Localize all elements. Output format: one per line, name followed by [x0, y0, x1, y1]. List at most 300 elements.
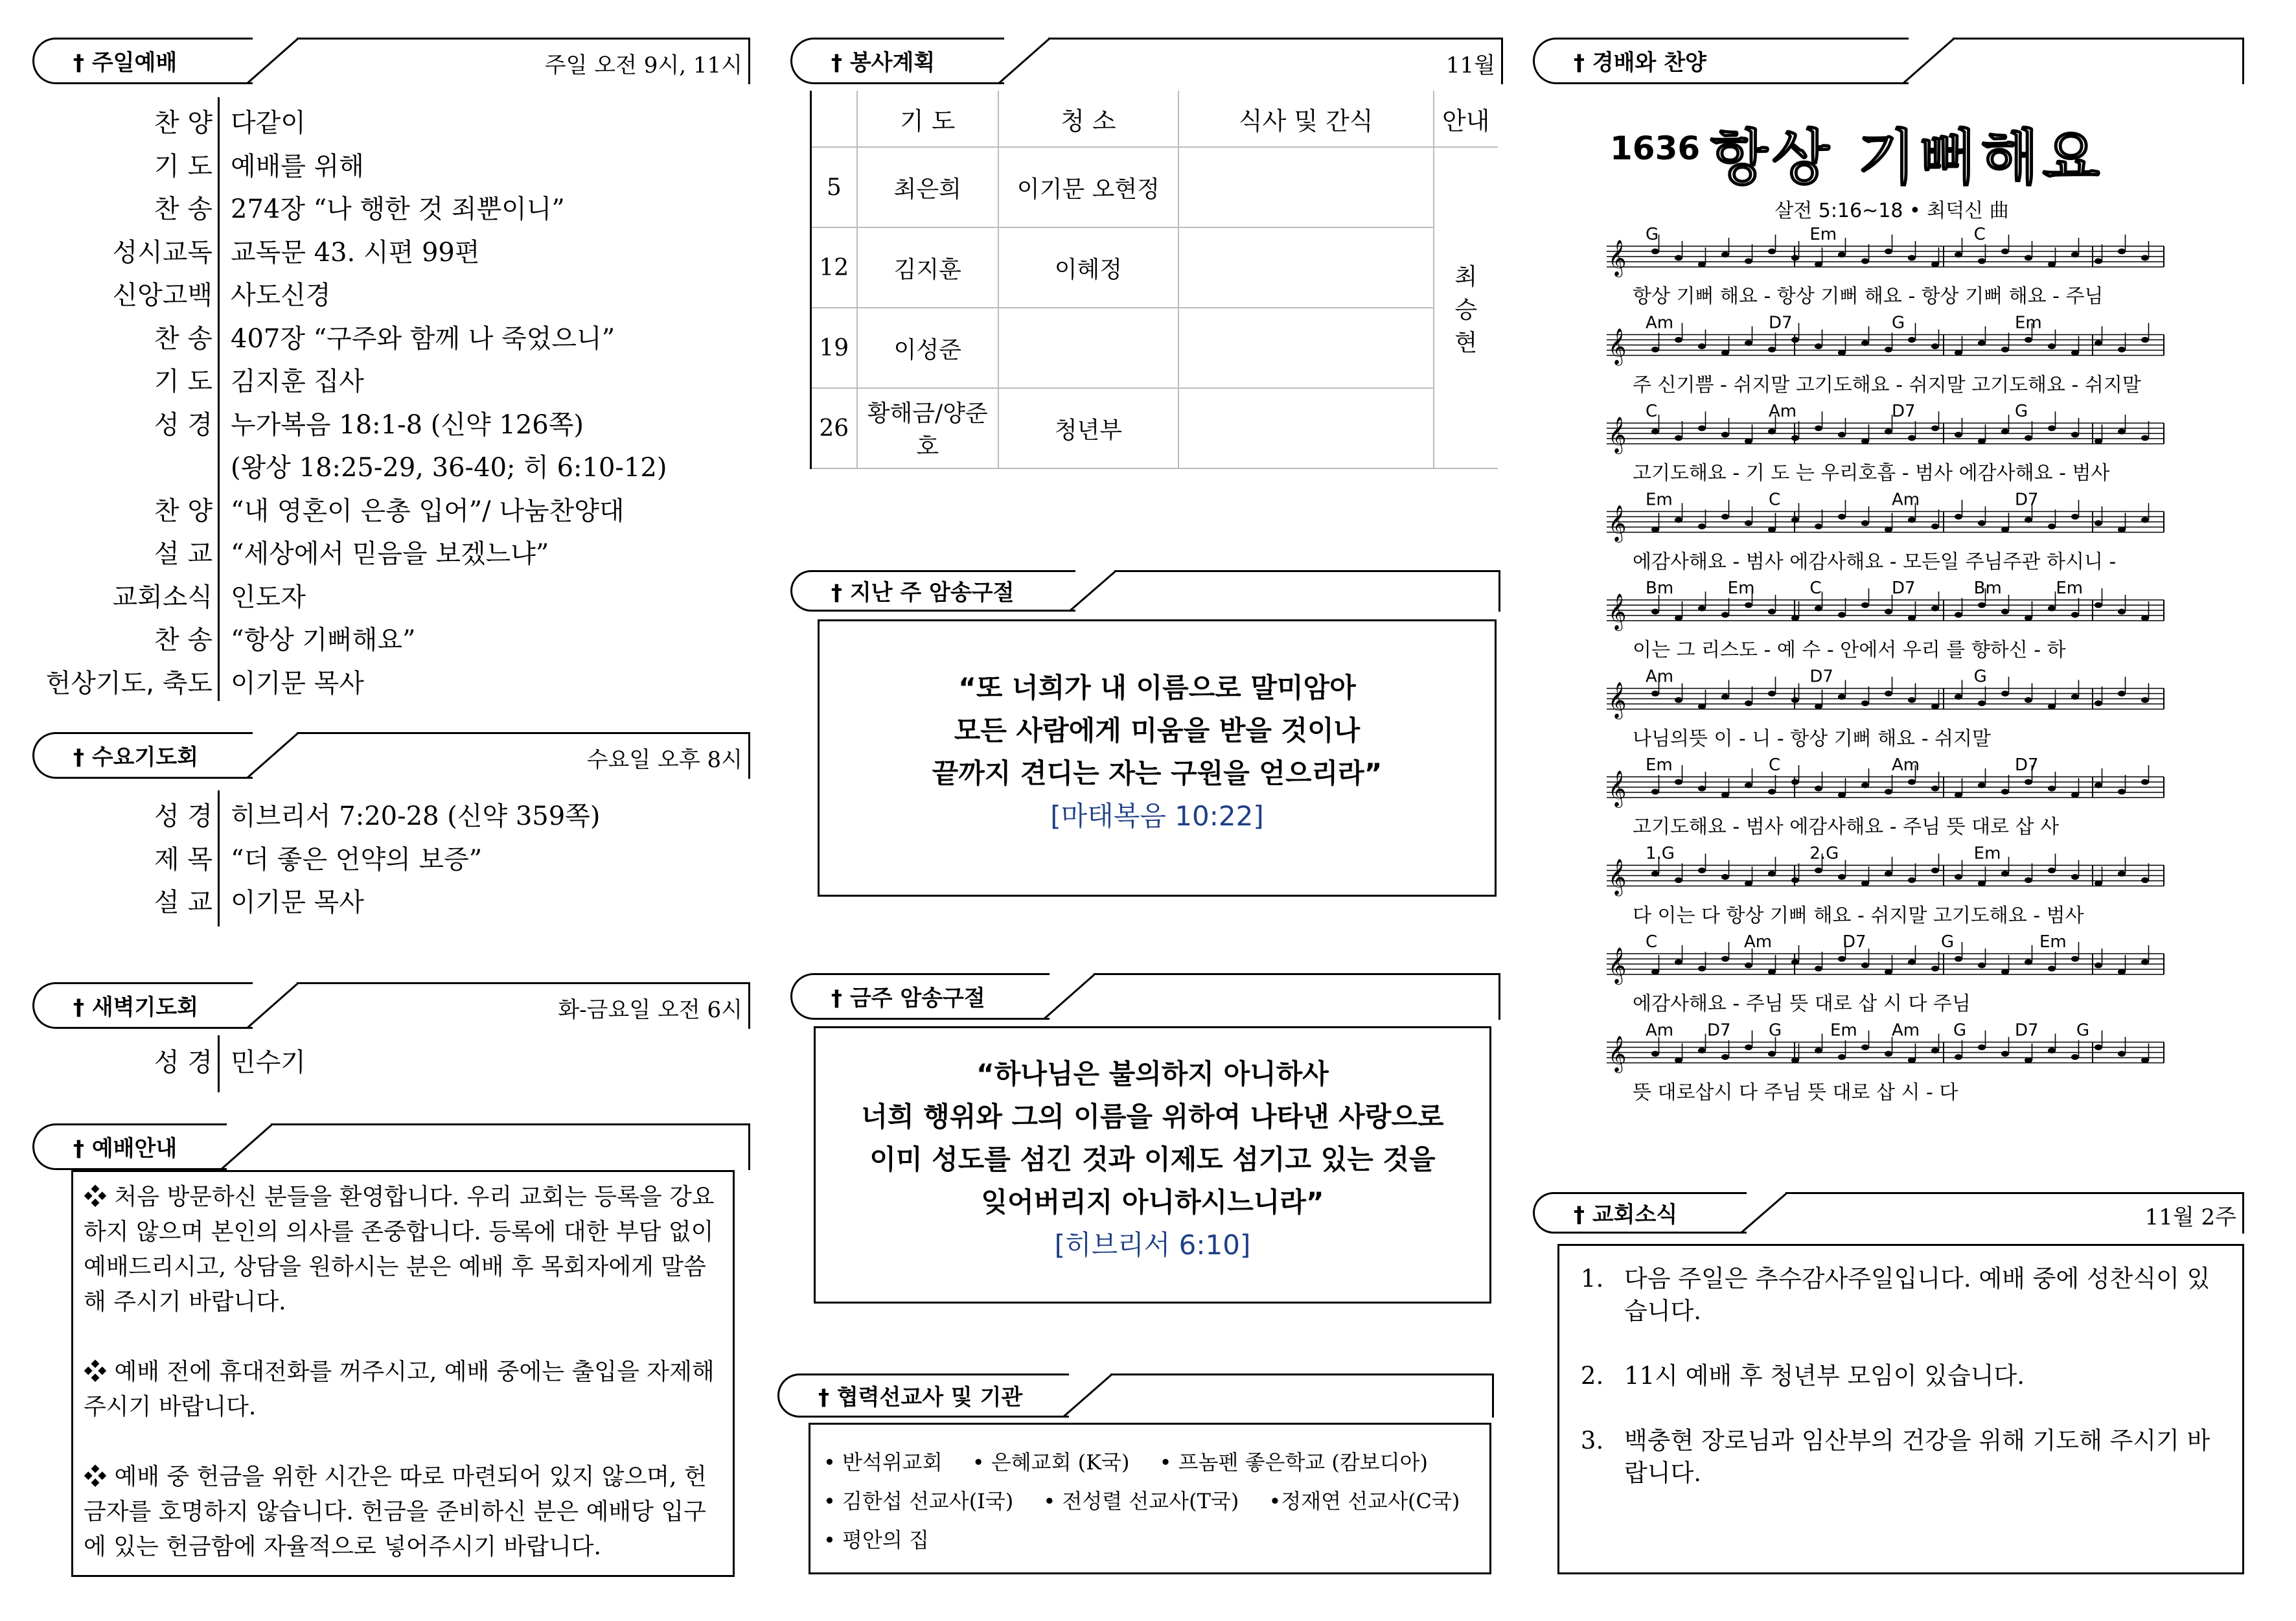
note-head [1861, 1044, 1869, 1050]
note-head [1838, 694, 1846, 700]
mission-entry: • 전성렬 선교사(T국) [1043, 1489, 1239, 1513]
header-divider [246, 38, 298, 84]
order-label: 헌상기도, 축도 [45, 668, 212, 698]
note-head [1908, 517, 1916, 523]
note-head [1745, 1044, 1752, 1050]
note-head [1885, 969, 1892, 975]
note-head [1675, 1057, 1682, 1063]
note-head [2048, 426, 2056, 431]
section-header [32, 732, 750, 779]
note-head [2025, 697, 2032, 703]
order-row [0, 356, 764, 398]
note-head [1908, 779, 1916, 785]
note-head [1651, 249, 1659, 255]
verse-line: 이미 성도를 섬긴 것과 이제도 섬기고 있는 것을 [869, 1144, 1436, 1175]
note-head [1675, 337, 1682, 343]
note-head [1838, 956, 1846, 962]
lyric-line: 고기도해요 - 기 도 는 우리호흡 - 범사 에감사해요 - 범사 [1633, 462, 2110, 485]
chord-label: Em [1809, 225, 1837, 244]
note-head [1838, 612, 1846, 618]
note-head [1931, 343, 1939, 349]
chord-label: Em [1727, 579, 1755, 598]
order-label: 성 경 [154, 409, 212, 440]
order-value: 사도신경 [231, 281, 331, 310]
date-cell: 5 [811, 147, 857, 227]
note-head [1885, 609, 1892, 615]
chord-label: D7 [1843, 932, 1866, 952]
note-head [2071, 432, 2079, 438]
lyric-line: 항상 기뻐 해요 - 항상 기뻐 해요 - 항상 기뻐 해요 - 주님 [1633, 285, 2104, 308]
note-head [1885, 691, 1892, 696]
note-head [1931, 1048, 1939, 1053]
chord-label: Am [1892, 1020, 1920, 1040]
chord-label: D7 [2015, 1020, 2039, 1040]
note-head [2048, 343, 2056, 349]
note-head [1908, 615, 1916, 621]
chord-label: G [2015, 402, 2028, 421]
section-title: † 봉사계획 [790, 38, 1004, 84]
chord-label: Em [2056, 579, 2084, 598]
note-head [2001, 249, 2009, 255]
note-head [1651, 871, 1659, 877]
treble-clef-icon: 𝄞 [1608, 328, 1627, 365]
note-head [1651, 691, 1659, 696]
note-head [1745, 520, 1752, 526]
meal-cell [1178, 147, 1434, 227]
order-row [0, 442, 764, 485]
missions-line [823, 1521, 1489, 1559]
chord-label: D7 [1769, 313, 1793, 333]
order-value: 이기문 목사 [231, 668, 364, 698]
note-head [1861, 259, 1869, 264]
section-header [777, 1374, 1494, 1418]
section-title: † 금주 암송구절 [790, 973, 1050, 1020]
note-head [2001, 347, 2009, 352]
note-head [2141, 255, 2149, 261]
treble-clef-icon: 𝄞 [1608, 858, 1627, 895]
note-head [2048, 606, 2056, 612]
note-head [1745, 963, 1752, 969]
note-head [1651, 609, 1659, 615]
section-title: † 새벽기도회 [32, 982, 253, 1029]
note-head [2071, 252, 2079, 258]
note-head [1698, 523, 1706, 529]
note-head [1768, 1051, 1776, 1057]
order-row [0, 97, 764, 140]
note-head [2001, 527, 2009, 533]
note-head [2095, 700, 2102, 706]
worship-guide-box [71, 1170, 735, 1577]
note-head [1675, 615, 1682, 621]
cleaning-cell: 이기문 오현정 [998, 147, 1178, 227]
chord-label: G [1646, 225, 1659, 244]
note-head [1885, 871, 1892, 877]
guide-cell [1434, 147, 1498, 468]
verse-line: 끝까지 견디는 자는 구원을 얻으리라” [932, 757, 1383, 789]
section-title: † 교회소식 [1533, 1192, 1747, 1234]
lyric-line: 뜻 대로삽시 다 주님 뜻 대로 삽 시 - 다 [1633, 1081, 1958, 1104]
note-head [1885, 249, 1892, 255]
section-title: † 협력선교사 및 기관 [777, 1374, 1069, 1418]
header-rule [271, 1123, 750, 1170]
header-rule [1953, 38, 2244, 84]
note-head [2095, 340, 2102, 346]
note-head [2001, 871, 2009, 877]
note-head [1675, 960, 1682, 965]
order-label: 설 교 [154, 888, 212, 917]
service-time: 화-금요일 오전 6시 [558, 997, 742, 1023]
note-head [1815, 966, 1822, 972]
note-head [1885, 789, 1892, 795]
chord-label: Em [1830, 1020, 1857, 1040]
missions-line [823, 1482, 1489, 1521]
order-value: 김지훈 집사 [231, 367, 364, 397]
note-head [2001, 609, 2009, 615]
order-row [0, 658, 764, 700]
order-value: 민수기 [231, 1048, 306, 1077]
note-head [1651, 789, 1659, 795]
note-head [2048, 704, 2056, 709]
note-head [1651, 527, 1659, 533]
missions-line [823, 1443, 1489, 1482]
note-head [1698, 704, 1706, 709]
note-head [1885, 429, 1892, 435]
note-head [1955, 612, 1962, 618]
note-head [1885, 347, 1892, 352]
note-head [1931, 868, 1939, 873]
column-header: 청 소 [998, 91, 1178, 147]
note-head [1861, 963, 1869, 969]
chord-label: C [1769, 755, 1781, 775]
lyric-line: 주 신기쁨 - 쉬지말 고기도해요 - 쉬지말 고기도해요 - 쉬지말 [1633, 373, 2141, 397]
section-header [790, 973, 1500, 1020]
order-row [0, 227, 764, 270]
chord-label: C [1809, 579, 1822, 598]
prayer-cell: 김지훈 [857, 227, 998, 308]
note-head [1768, 789, 1776, 795]
note-head [1978, 700, 1986, 706]
note-head [1675, 877, 1682, 883]
cleaning-cell [998, 308, 1178, 388]
note-head [1931, 786, 1939, 792]
note-head [1745, 603, 1752, 608]
order-row [0, 1037, 764, 1079]
note-head [1838, 350, 1846, 356]
chord-label: Am [1892, 490, 1920, 510]
order-value: (왕상 18:25-29, 36-40; 히 6:10-12) [231, 453, 667, 483]
note-head [1721, 1054, 1729, 1060]
column-header: 기 도 [857, 91, 998, 147]
order-value: 누가복음 18:1-8 (신약 126쪽) [231, 409, 584, 440]
chord-label: 2.G [1809, 844, 1839, 864]
last-week-verse-box [818, 619, 1497, 897]
column-header [811, 91, 857, 147]
order-label: 성 경 [154, 1048, 212, 1077]
note-head [2118, 249, 2126, 255]
news-item: 3. 백충현 장로님과 임산부의 건강을 위해 기도해 주시기 바랍니다. [1611, 1425, 2229, 1489]
note-head [1815, 606, 1822, 612]
note-head [1908, 697, 1916, 703]
order-row [0, 313, 764, 356]
verse-line: 모든 사람에게 미움을 받을 것이나 [954, 715, 1360, 746]
note-head [1768, 347, 1776, 352]
lyric-line: 고기도해요 - 범사 에감사해요 - 주님 뜻 대로 삽 사 [1633, 816, 2060, 838]
chord-label: G [1941, 932, 1955, 952]
news-list [1559, 1246, 2242, 1489]
note-head [2141, 697, 2149, 703]
note-head [1978, 520, 1986, 526]
note-head [2141, 615, 2149, 621]
order-value: “더 좋은 언약의 보증” [231, 844, 483, 875]
table-row [811, 308, 1498, 388]
chord-label: D7 [1809, 667, 1833, 687]
note-head [1698, 606, 1706, 612]
order-row [0, 485, 764, 528]
note-head [1745, 259, 1752, 264]
chord-label: Bm [1973, 579, 2002, 598]
note-head [1768, 871, 1776, 877]
note-head [1768, 691, 1776, 696]
note-head [2118, 789, 2126, 795]
note-head [1908, 960, 1916, 965]
note-head [2141, 337, 2149, 343]
note-head [2071, 350, 2079, 356]
note-head [1978, 783, 1986, 788]
note-head [1815, 868, 1822, 873]
note-head [1768, 969, 1776, 975]
order-row [0, 183, 764, 226]
note-head [1978, 880, 1986, 886]
note-head [2071, 874, 2079, 880]
order-value: “내 영혼이 은총 입어”/ 나눔찬양대 [231, 496, 625, 526]
note-head [2141, 960, 2149, 965]
note-head [1721, 514, 1729, 520]
note-head [2118, 1051, 2126, 1057]
note-head [1955, 956, 1962, 962]
note-head [1768, 249, 1776, 255]
note-head [1955, 514, 1962, 520]
note-head [2071, 1054, 2079, 1060]
note-head [1651, 429, 1659, 435]
note-head [1745, 340, 1752, 346]
note-head [1721, 350, 1729, 356]
note-head [1768, 527, 1776, 533]
note-head [1978, 963, 1986, 969]
chord-label: Em [1646, 755, 1673, 775]
note-head [2141, 435, 2149, 441]
section-header [32, 1123, 750, 1170]
cleaning-cell: 이혜정 [998, 227, 1178, 308]
note-head [1698, 343, 1706, 349]
guide-person-char: 승 [1454, 296, 1478, 323]
section-header [790, 38, 1503, 84]
note-head [2048, 786, 2056, 792]
section-title: † 수요기도회 [32, 732, 253, 779]
note-head [1815, 523, 1822, 529]
note-head [1815, 343, 1822, 349]
note-head [1745, 880, 1752, 886]
note-head [2118, 429, 2126, 435]
note-head [1815, 786, 1822, 792]
note-head [1721, 792, 1729, 798]
note-head [1675, 435, 1682, 441]
service-time: 주일 오전 9시, 11시 [544, 52, 742, 78]
chord-label: G [2076, 1020, 2090, 1040]
table-row [811, 227, 1498, 308]
note-head [1931, 606, 1939, 612]
note-head [1815, 704, 1822, 709]
header-rule [1094, 973, 1500, 1020]
guide-person-char: 최 [1454, 263, 1478, 290]
note-head [1955, 350, 1962, 356]
note-head [2001, 691, 2009, 696]
note-head [1745, 783, 1752, 788]
note-head [1721, 612, 1729, 618]
order-value: 274장 “나 행한 것 죄뿐이니” [231, 194, 565, 224]
chord-label: D7 [1892, 579, 1916, 598]
note-head [2118, 691, 2126, 696]
order-row [0, 141, 764, 183]
header-divider [1043, 973, 1095, 1020]
mission-entry: • 반석위교회 [823, 1450, 943, 1475]
note-head [2048, 966, 2056, 972]
order-label: 성 경 [154, 801, 212, 831]
note-head [1838, 874, 1846, 880]
chord-label: C [1646, 402, 1658, 421]
section-title: † 예배안내 [32, 1123, 227, 1170]
hymn-title: 항상 기뻐해요 [1710, 123, 2104, 192]
note-head [2095, 520, 2102, 526]
prayer-cell: 이성준 [857, 308, 998, 388]
chord-label: Am [1744, 932, 1773, 952]
note-head [2048, 1048, 2056, 1053]
chord-label: Am [1769, 402, 1797, 421]
chord-label: G [1892, 313, 1905, 333]
note-head [1978, 603, 1986, 608]
note-head [2001, 969, 2009, 975]
table-row [811, 147, 1498, 227]
order-label: 설 교 [154, 539, 212, 569]
date-cell: 12 [811, 227, 857, 308]
chord-label: Am [1646, 1020, 1674, 1040]
treble-clef-icon: 𝄞 [1608, 1035, 1627, 1072]
header-divider [1062, 1374, 1112, 1418]
note-head [2095, 603, 2102, 608]
chord-label: Bm [1646, 579, 1674, 598]
order-row [0, 834, 764, 877]
column-header: 식사 및 간식 [1178, 91, 1434, 147]
note-head [1955, 792, 1962, 798]
header-divider [220, 1123, 272, 1170]
lyric-line: 에감사해요 - 주님 뜻 대로 삽 시 다 주님 [1633, 993, 1971, 1015]
note-head [1908, 435, 1916, 441]
verse-reference: [히브리서 6:10] [1054, 1229, 1251, 1261]
order-value: 예배를 위해 [231, 151, 364, 181]
chord-label: C [1973, 225, 1986, 244]
note-head [2071, 956, 2079, 962]
note-head [1908, 337, 1916, 343]
header-rule [1110, 1374, 1494, 1418]
section-header [790, 570, 1500, 612]
mission-entry: • 프놈펜 좋은학교 (캄보디아) [1159, 1450, 1429, 1475]
note-head [2048, 523, 2056, 529]
note-head [1978, 1044, 1986, 1050]
prayer-cell: 최은희 [857, 147, 998, 227]
note-head [2118, 871, 2126, 877]
note-head [2095, 880, 2102, 886]
note-head [2025, 435, 2032, 441]
note-head [1675, 517, 1682, 523]
note-head [2025, 1057, 2032, 1063]
column-header: 안내 [1434, 91, 1498, 147]
guide-paragraph: ❖ 예배 중 헌금을 위한 시간은 따로 마련되어 있지 않으며, 헌금자를 호명하지 않습니다. 헌금을 준비하신 분은 예배당 입구에 있는 헌금함에 자율적으로 넣어주시기 바랍니다. [84, 1464, 707, 1560]
note-head [1955, 874, 1962, 880]
chord-label: G [1769, 1020, 1782, 1040]
order-label: 제 목 [154, 844, 212, 875]
order-row [0, 270, 764, 312]
note-head [1745, 439, 1752, 444]
note-head [1885, 527, 1892, 533]
order-value: 이기문 목사 [231, 888, 364, 917]
order-value: 다같이 [231, 108, 306, 138]
order-value: “항상 기뻐해요” [231, 625, 416, 655]
verse-reference: [마태복음 10:22] [1050, 800, 1264, 832]
order-label: 찬 양 [154, 108, 212, 138]
meal-cell [1178, 308, 1434, 388]
church-news-box [1557, 1244, 2244, 1574]
note-head [1861, 700, 1869, 706]
note-head [1721, 252, 1729, 258]
note-head [1955, 694, 1962, 700]
verse-line: “하나님은 불의하지 아니하사 [976, 1058, 1329, 1090]
note-head [1931, 966, 1939, 972]
chord-label: G [1973, 667, 1987, 687]
note-head [1885, 1051, 1892, 1057]
mission-entry: • 평안의 집 [823, 1528, 929, 1552]
table-row [811, 388, 1498, 468]
order-row [0, 877, 764, 919]
order-value: 407장 “구주와 함께 나 죽었으니” [231, 323, 615, 354]
order-label: 찬 양 [154, 496, 212, 526]
prayer-cell: 황해금/양준호 [857, 388, 998, 468]
chord-label: C [1769, 490, 1781, 510]
note-head [1861, 520, 1869, 526]
chord-label: D7 [1707, 1020, 1731, 1040]
order-label: 찬 송 [154, 194, 212, 224]
order-value: 히브리서 7:20-28 (신약 359쪽) [231, 801, 601, 831]
order-label: 기 도 [154, 367, 212, 397]
plan-month: 11월 [1445, 52, 1495, 78]
table-header-row [811, 91, 1498, 147]
chord-label: Am [1646, 667, 1674, 687]
treble-clef-icon: 𝄞 [1608, 417, 1627, 453]
order-label: 찬 송 [154, 323, 212, 354]
header-divider [998, 38, 1050, 84]
section-header [1533, 38, 2244, 84]
chord-label: D7 [2015, 490, 2039, 510]
chord-label: Em [2039, 932, 2067, 952]
note-head [1675, 779, 1682, 785]
note-head [2025, 960, 2032, 965]
note-head [1908, 877, 1916, 883]
note-head [1838, 1054, 1846, 1060]
note-head [1698, 966, 1706, 972]
header-rule [1114, 570, 1500, 612]
missions-box [809, 1423, 1491, 1574]
date-cell: 26 [811, 388, 857, 468]
chord-label: Em [1973, 844, 2001, 864]
note-head [2071, 612, 2079, 618]
